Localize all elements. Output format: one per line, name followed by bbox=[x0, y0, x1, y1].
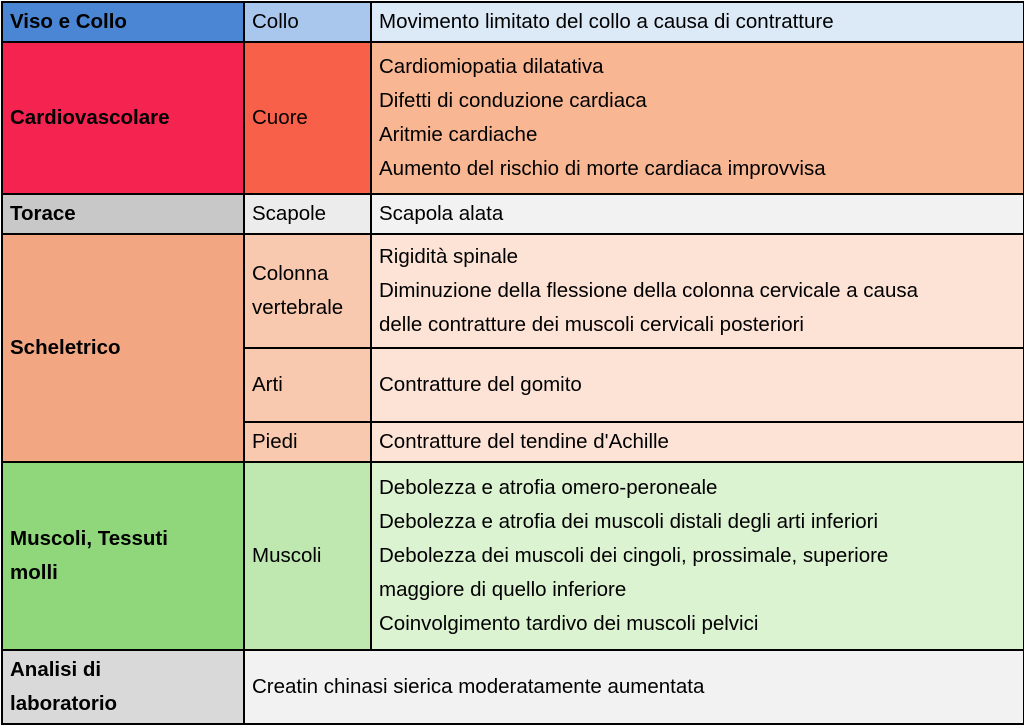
finding-item: Scapola alata bbox=[379, 202, 504, 225]
findings-cell-muscoli bbox=[371, 462, 1024, 650]
finding-item: Creatin chinasi sierica moderatamente aumentata bbox=[252, 675, 705, 698]
finding-item: Contratture del gomito bbox=[379, 373, 582, 396]
organ-cell-colonna-vertebrale bbox=[244, 234, 371, 348]
organ-cell-cuore: Cuore bbox=[244, 42, 371, 194]
organ-cell-scapole: Scapole bbox=[244, 194, 371, 234]
finding-item: Cardiomiopatia dilatativa bbox=[379, 55, 604, 78]
organ-cell-arti: Arti bbox=[244, 348, 371, 422]
findings-cell-piedi bbox=[371, 422, 1024, 462]
system-line: Analisi di bbox=[10, 658, 102, 681]
findings-cell-arti bbox=[371, 348, 1024, 422]
finding-item: Debolezza e atrofia omero-peroneale bbox=[379, 476, 718, 499]
system-line: Muscoli, Tessuti bbox=[10, 527, 168, 550]
finding-item: delle contratture dei muscoli cervicali posteriori bbox=[379, 313, 804, 336]
clinical-features-table bbox=[1, 1, 1024, 725]
organ-cell-piedi: Piedi bbox=[244, 422, 371, 462]
finding-item: Debolezza dei muscoli dei cingoli, prossimale, superiore bbox=[379, 544, 889, 567]
row-torace bbox=[2, 194, 1024, 234]
finding-item: Contratture del tendine d'Achille bbox=[379, 430, 669, 453]
findings-cell-colonna-vertebrale bbox=[371, 234, 1024, 348]
system-cell-scheletrico: Scheletrico bbox=[2, 234, 244, 462]
finding-item: Debolezza e atrofia dei muscoli distali degli arti inferiori bbox=[379, 510, 879, 533]
finding-item: Movimento limitato del collo a causa di contratture bbox=[379, 10, 834, 33]
findings-cell-laboratorio bbox=[244, 650, 1024, 724]
system-cell-cardiovascolare: Cardiovascolare bbox=[2, 42, 244, 194]
system-cell-muscoli-tessuti-molli bbox=[2, 462, 244, 650]
row-cardiovascolare bbox=[2, 42, 1024, 194]
finding-item: Aumento del rischio di morte cardiaca improvvisa bbox=[379, 157, 826, 180]
finding-item: Coinvolgimento tardivo dei muscoli pelvici bbox=[379, 612, 759, 635]
system-cell-viso-e-collo: Viso e Collo bbox=[2, 2, 244, 42]
organ-cell-collo: Collo bbox=[244, 2, 371, 42]
row-muscoli-tessuti-molli bbox=[2, 462, 1024, 650]
findings-cell-scapole bbox=[371, 194, 1024, 234]
organ-line: Colonna bbox=[252, 262, 329, 285]
system-cell-torace: Torace bbox=[2, 194, 244, 234]
findings-cell-collo bbox=[371, 2, 1024, 42]
finding-item: Rigidità spinale bbox=[379, 245, 519, 268]
row-analisi-di-laboratorio bbox=[2, 650, 1024, 724]
organ-line: vertebrale bbox=[252, 296, 344, 319]
finding-item: Difetti di conduzione cardiaca bbox=[379, 89, 647, 112]
system-line: molli bbox=[10, 561, 58, 584]
system-cell-analisi-di-laboratorio bbox=[2, 650, 244, 724]
row-scheletrico-colonna bbox=[2, 234, 1024, 348]
findings-cell-cuore bbox=[371, 42, 1024, 194]
finding-item: Aritmie cardiache bbox=[379, 123, 538, 146]
organ-cell-muscoli: Muscoli bbox=[244, 462, 371, 650]
row-viso-e-collo bbox=[2, 2, 1024, 42]
system-line: laboratorio bbox=[10, 692, 118, 715]
finding-item: Diminuzione della flessione della colonna cervicale a causa bbox=[379, 279, 919, 302]
finding-item: maggiore di quello inferiore bbox=[379, 578, 627, 601]
